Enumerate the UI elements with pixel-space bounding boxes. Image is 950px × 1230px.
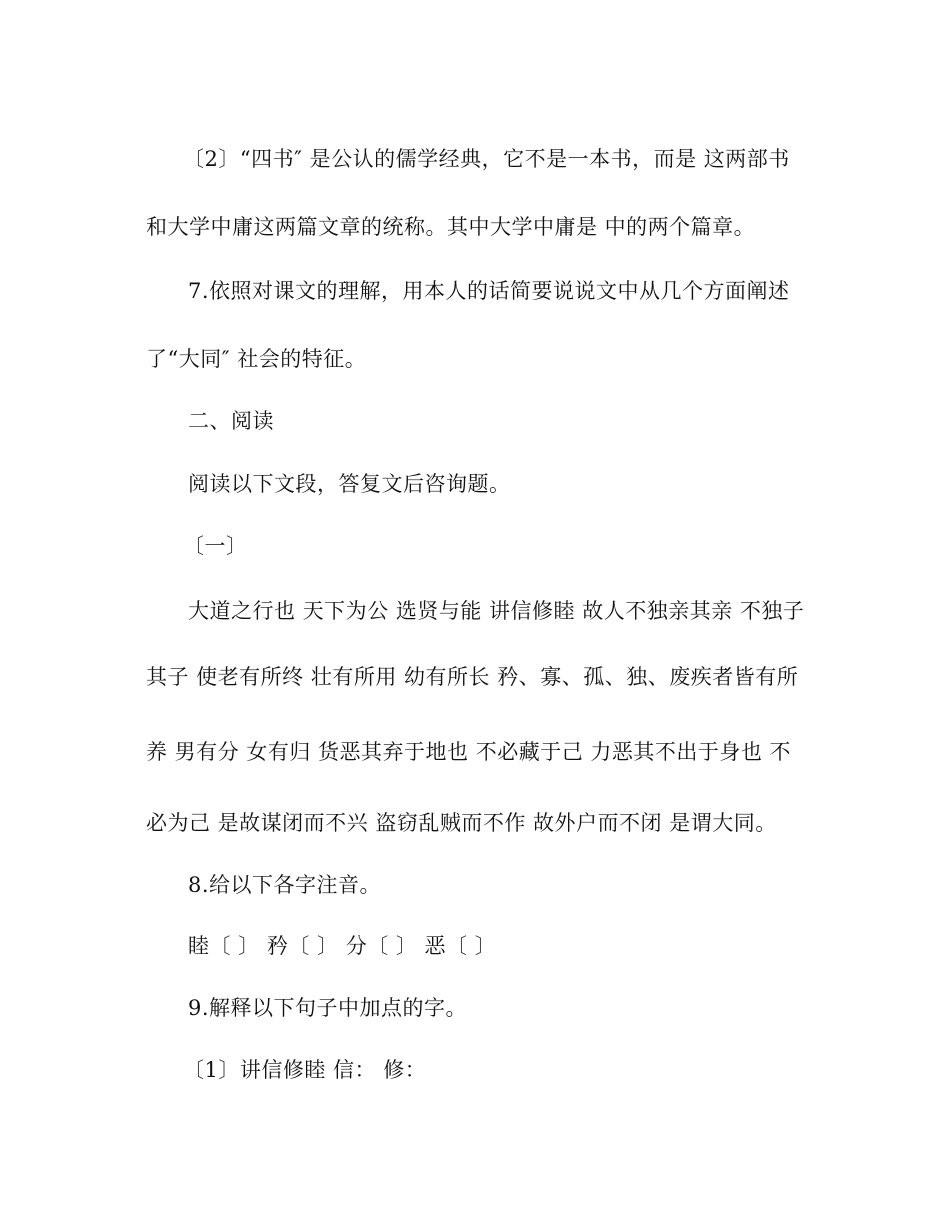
question-8: 8.给以下各字注音。 xyxy=(188,873,382,897)
question-6-part-2-line-2: 和大学中庸这两篇文章的统称。其中大学中庸是 中的两个篇章。 xyxy=(146,215,756,239)
passage-line-3: 养 男有分 女有归 货恶其弃于地也 不必藏于己 力恶其不出于身也 不 xyxy=(146,740,792,764)
question-7-line-2: 了“大同″ 社会的特征。 xyxy=(146,347,367,371)
passage-number: 〔一〕 xyxy=(183,534,248,558)
question-8-blanks: 睦〔 〕 矜〔 〕 分〔 〕 恶〔 〕 xyxy=(188,934,497,958)
question-9: 9.解释以下句子中加点的字。 xyxy=(188,996,468,1020)
passage-line-2: 其子 使老有所终 壮有所用 幼有所长 矜、寡、孤、独、废疾者皆有所 xyxy=(146,665,799,689)
passage-line-1: 大道之行也 天下为公 选贤与能 讲信修睦 故人不独亲其亲 不独子 xyxy=(188,599,805,623)
passage-line-4: 必为己 是故谋闭而不兴 盗窃乱贼而不作 故外户而不闭 是谓大同。 xyxy=(146,811,777,835)
question-7-line-1: 7.依照对课文的理解，用本人的话简要说说文中从几个方面阐述 xyxy=(188,279,790,303)
section-heading-reading: 二、阅读 xyxy=(188,409,274,433)
question-6-part-2-line-1: 〔2〕“四书″ 是公认的儒学经典，它不是一本书，而是 这两部书 xyxy=(183,147,790,171)
reading-instruction: 阅读以下文段，答复文后咨询题。 xyxy=(188,472,511,496)
question-9-part-1: 〔1〕讲信修睦 信： 修： xyxy=(183,1058,427,1082)
